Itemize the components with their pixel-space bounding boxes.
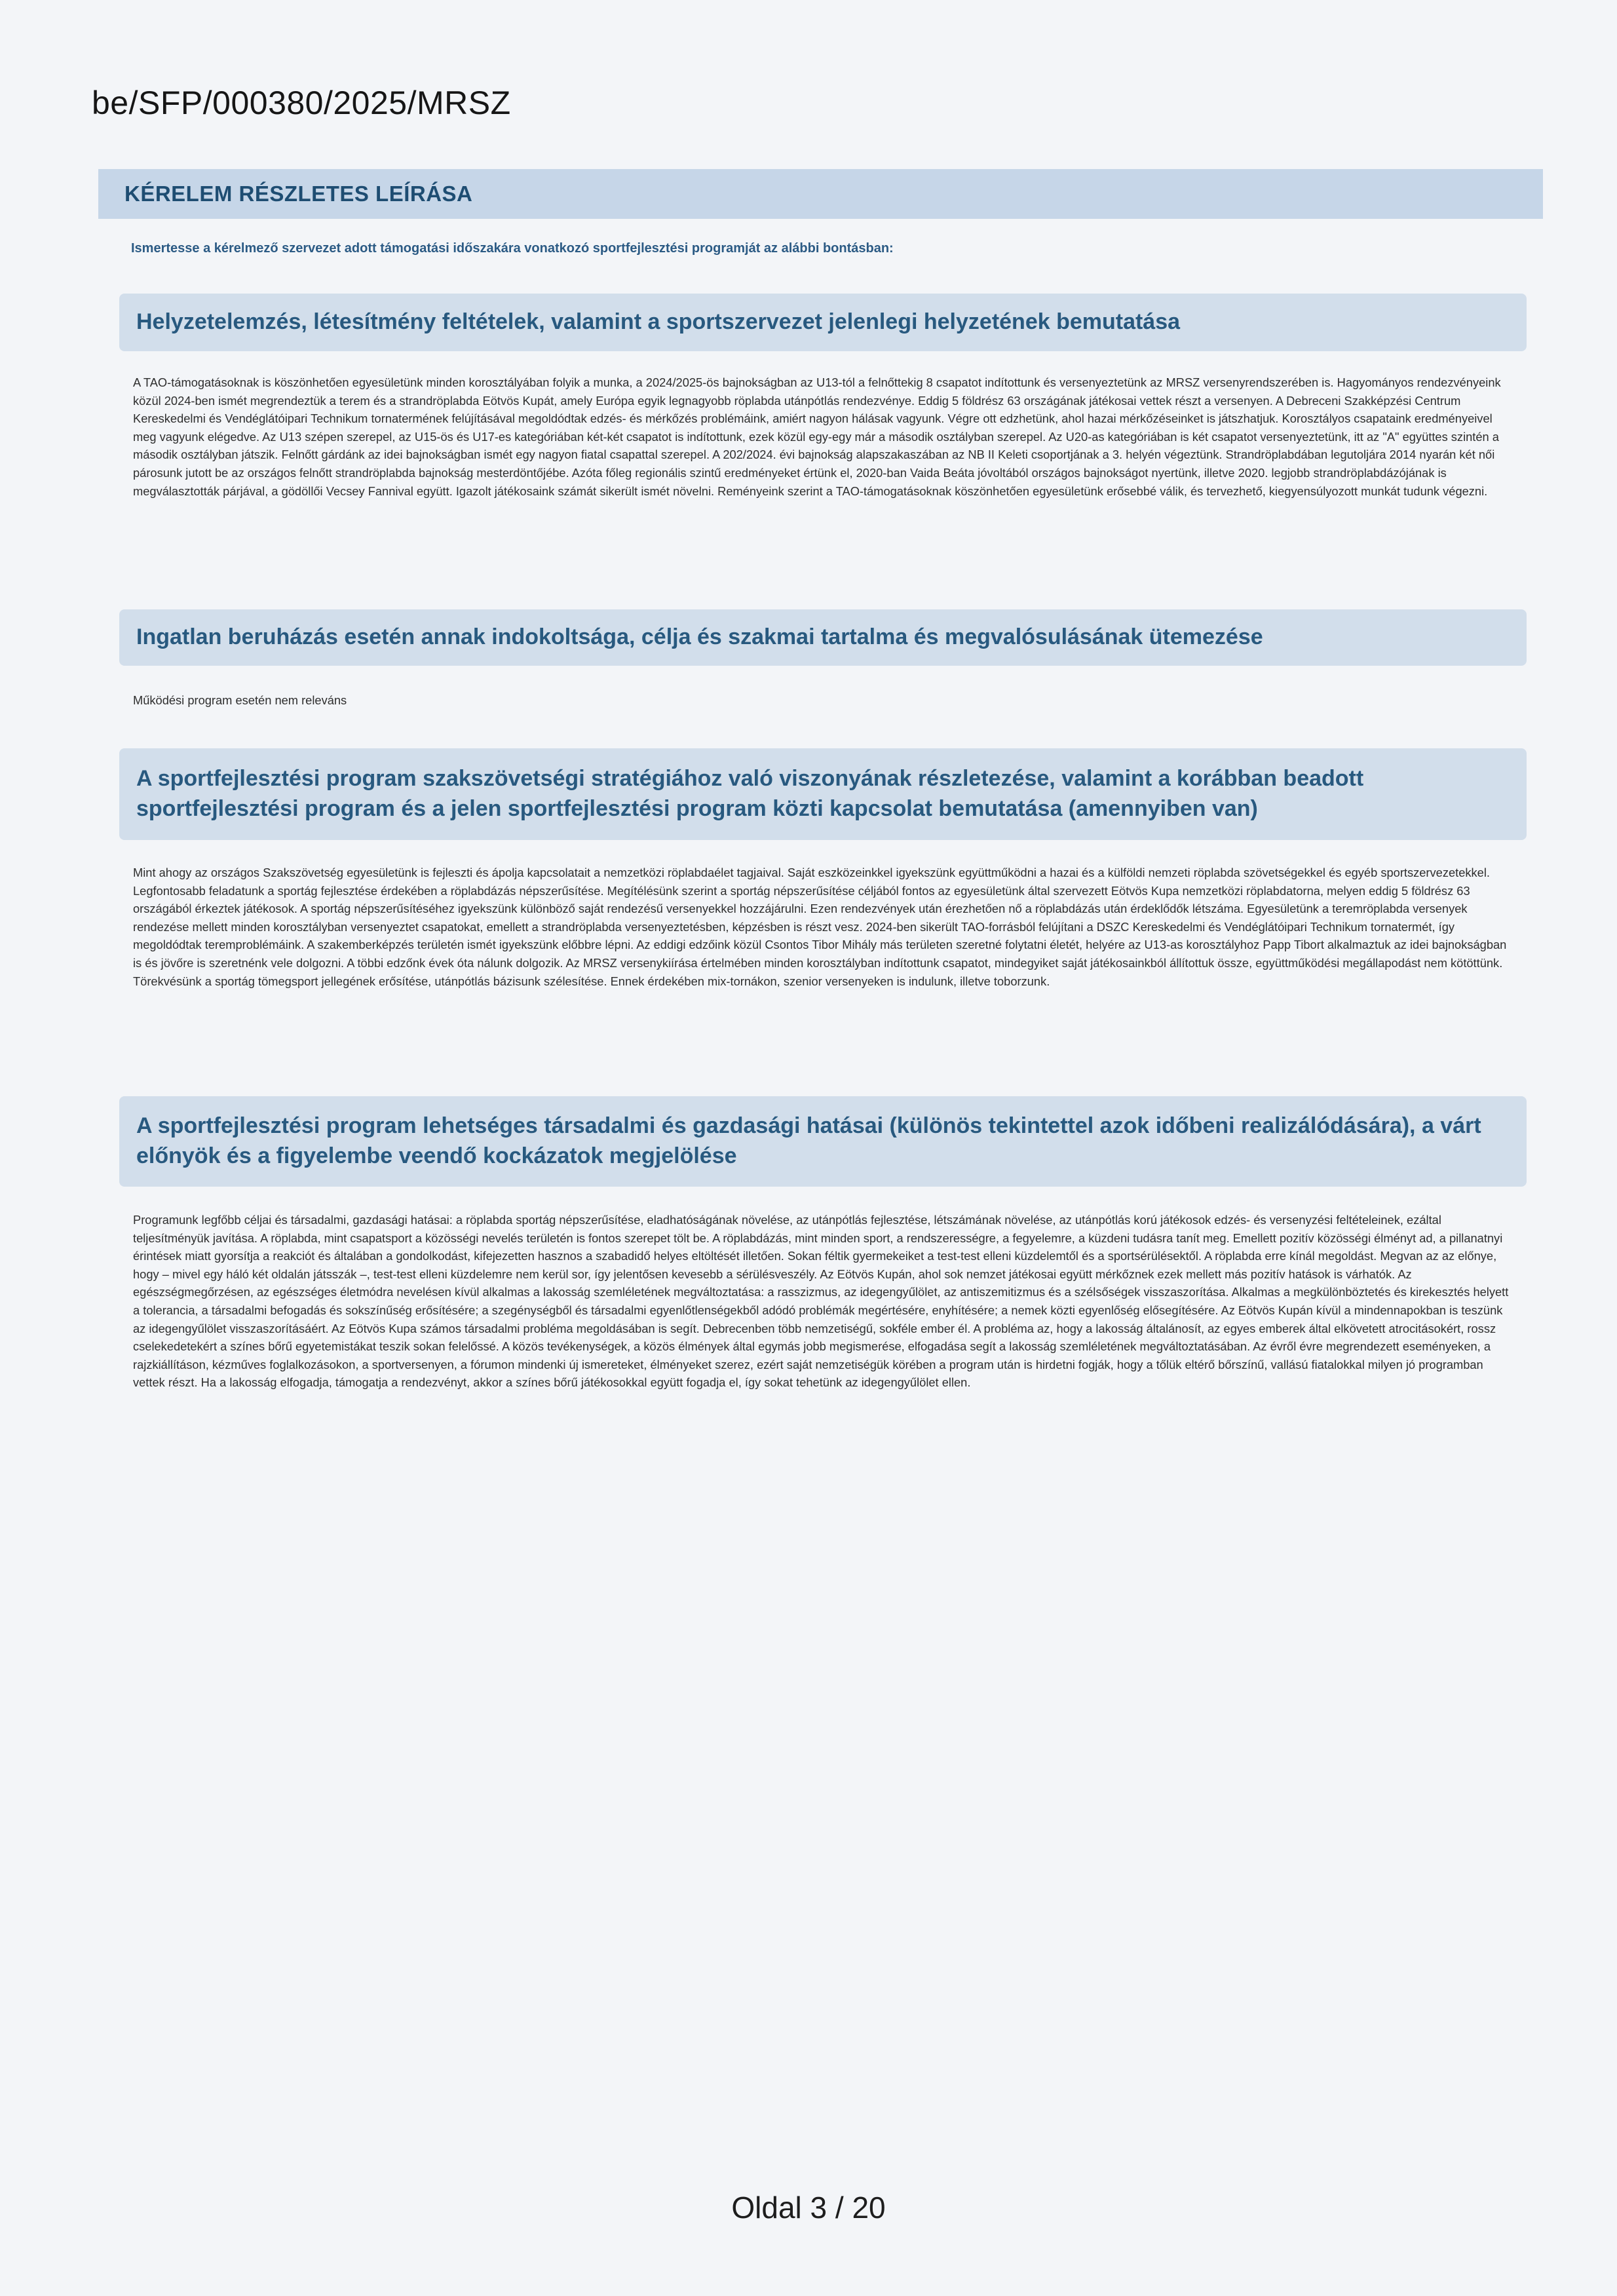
section-3-title: A sportfejlesztési program szakszövetségi stratégiához való viszonyának részletezése, valamint a korábban beadott sportfejlesztési program és a jelen sportfejlesztési program közti kapcsolat bemutatása (amennyiben van) (136, 766, 1364, 821)
section-3-body: Mint ahogy az országos Szakszövetség egyesületünk is fejleszti és ápolja kapcsolatait a nemzetközi röplabdaélet tagjaival. Saját eszközeinkkel igyekszünk együttműködni a hazai és a külföldi nemzeti röplabda szövetségekkel és egyéb sportszervezetekkel. Legfontosabb feladatunk a sportág fejlesztése érdekében a röplabdázás népszerűsítése. Megítélésünk szerint a sportág népszerűsítése céljából fontos az egyesületünk által szervezett Eötvös Kupa nemzetközi röplabdatorna, melyen eddig 5 földrész 63 országából érkeztek játékosok. A sportág népszerűsítéséhez igyekszünk különböző saját rendezésű versenyekkel hozzájárulni. Ezen rendezvények után érezhetően nő a röplabdázás után érdeklődők létszáma. Egyesületünk a teremröplabda versenyek rendezése mellett minden korosztályban versenyeztet csapatokat, emellett a strandröplabda versenyeztetésben, képzésben is részt vesz. 2024-ben sikerült TAO-forrásból felújítani a DSZC Kereskedelmi és Vendéglátóipari Technikum tornatermét, így megoldódtak teremproblémáink. A szakemberképzés területén ismét igyekszünk előbbre lépni. Az eddigi edzőink közül Csontos Tibor Mihály más területen szeretné folytatni életét, helyére az U13-as korosztályhoz Papp Tibort alkalmaztuk az idei bajnokságban is és jövőre is szeretnénk vele dolgozni. A többi edzőnk évek óta nálunk dolgozik. Az MRSZ versenykiírása értelmében minden korosztályban indítottunk csapatot, mindegyiket saját játékosainkból állítottuk össze, együttműködési megállapodást nem kötöttünk. Törekvésünk a sportág tömegsport jellegének erősítése, utánpótlás bázisunk szélesítése. Ennek érdekében mix-tornákon, szenior versenyeken is indulunk, illetve toborzunk. (133, 866, 1507, 988)
section-4-header (119, 1096, 1527, 1187)
section-1-header (119, 294, 1527, 351)
section-4-body: Programunk legfőbb céljai és társadalmi, gazdasági hatásai: a röplabda sportág népszerűsítése, eladhatóságának növelése, az utánpótlás fejlesztése, létszámának növelése, az utánpótlás korú játékosok edzés- és versenyzési feltételeinek, ezáltal teljesítményük javítása. A röplabda, mint csapatsport a közösségi nevelés területén is fontos szerepet tölt be. A röplabdázás, mint minden sport, a rendszerességre, a fegyelemre, a küzdeni tudásra tanít meg. Emellett pozitív közösségi élményt ad, a pillanatnyi érintések miatt gyorsítja a reakciót és általában a gondolkodást, kifejezetten hasznos a szabadidő helyes eltöltését illetően. Sokan féltik gyermekeiket a test-test elleni küzdelemtől és a sportsérülésektől. A röplabda erre kínál megoldást. Megvan az az előnye, hogy – mivel egy háló két oldalán játsszák –, test-test elleni küzdelemre nem kerül sor, így jelentősen kevesebb a sérülésveszély. Az Eötvös Kupán, ahol sok nemzet játékosai együtt mérkőznek ezek mellett más pozitív hatások is várhatók. Az egészségmegőrzésen, az egészséges életmódra nevelésen kívül alkalmas a lakosság szemléletének megváltoztatása: a rasszizmus, az idegengyűlölet, az antiszemitizmus és a szélsőségek visszaszorítása. Alkalmas a megkülönböztetés és kirekesztés helyett a tolerancia, a társadalmi befogadás és sokszínűség erősítésére; a szegénységből és társadalmi egyenlőtlenségekből adódó problémák megértésére, enyhítésére; a nemek közti egyenlőség elősegítésére. Az Eötvös Kupán kívül a mindennapokban is teszünk az idegengyűlölet visszaszorításáért. Az Eötvös Kupa számos társadalmi probléma megoldásában is segít. Debrecenben több nemzetiségű, sokféle ember él. A probléma az, hogy a lakosság általánosít, az egyes emberek által elkövetett atrocitásokért, rossz cselekedetekért a színes bőrű egyetemistákat teszik sokan felelőssé. A közös tevékenységek, a közös élmények által egymás jobb megismerése, elfogadása segít a lakosság szemléletének megváltoztatásában. Az évről évre megrendezett eseményeken, a rajzkiállításon, kézműves foglalkozásokon, a sportversenyen, a fórumon mindenki új ismereteket, élményeket szerez, ezért saját nemzetiségük körében a program után is hirdetni fogják, hogy a tőlük eltérő bőrszínű, vallású fiatalokkal milyen jó programban vettek részt. Ha a lakosság elfogadja, támogatja a rendezvényt, akkor a színes bőrű játékosokkal együtt fogadja el, így sokat tehetünk az idegengyűlölet ellen. (133, 1213, 1509, 1390)
section-2-header (119, 609, 1527, 666)
page-number: Oldal 3 / 20 (731, 2191, 886, 2225)
main-banner: KÉRELEM RÉSZLETES LEÍRÁSA (98, 169, 1543, 219)
section-1-title: Helyzetelemzés, létesítmény feltételek, valamint a sportszervezet jelenlegi helyzetének bemutatása (136, 309, 1181, 335)
section-1-body: A TAO-támogatásoknak is köszönhetően egyesületünk minden korosztályában folyik a munka, a 2024/2025-ös bajnokságban az U13-tól a felnőttekig 8 csapatot indítottunk és versenyeztetünk az MRSZ versenyrendszerében is. Hagyományos rendezvényeink közül 2024-ben ismét megrendeztük a terem és a strandröplabda Eötvös Kupát, amely Európa egyik legnagyobb röplabda utánpótlás rendezvénye. Eddig 5 földrész 63 országának játékosai vettek részt a versenyen. A Debreceni Szakképzési Centrum Kereskedelmi és Vendéglátóipari Technikum tornatermének felújításával megoldódtak edzés- és mérkőzés problémáink, amiért nagyon hálásak vagyunk. Végre ott edzhetünk, ahol hazai mérkőzéseinket is játszhatjuk. Korosztályos csapataink eredményeivel meg vagyunk elégedve. Az U13 szépen szerepel, az U15-ös és U17-es kategóriában két-két csapatot is indítottunk, ezek közül egy-egy már a második osztályban szerepel. Az U20-as kategóriában is két csapatot versenyeztetünk, itt az "A" együttes szintén a második osztályban játszik. Felnőtt gárdánk az idei bajnokságban ismét egy nagyon fiatal csapattal szerepel. A 202/2024. évi bajnokság alapszakaszában az NB II Keleti csoportjának a 3. helyén végeztünk. Strandröplabdában legutoljára 2014 nyarán két női párosunk jutott be az országos felnőtt strandröplabda bajnokság mesterdöntőjébe. Azóta főleg regionális szintű eredményeket értünk el, 2020-ban Vaida Beáta jóvoltából országos bajnokságot nyertünk, illetve 2020. legjobb strandröplabdázójának is megválasztották párjával, a gödöllői Vecsey Fannival együtt. Igazolt játékosaink számát sikerült ismét növelni. Reményeink szerint a TAO-támogatásoknak köszönhetően egyesületünk erősebbé válik, és tervezhető, kiegyensúlyozott munkát tudunk végezni. (133, 375, 1501, 498)
intro-text: Ismertesse a kérelmező szervezet adott támogatási időszakára vonatkozó sportfejlesztési programját az alábbi bontásban: (131, 241, 894, 256)
section-2-title: Ingatlan beruházás esetén annak indokoltsága, célja és szakmai tartalma és megvalósulásának ütemezése (136, 624, 1263, 650)
section-4-title: A sportfejlesztési program lehetséges társadalmi és gazdasági hatásai (különös tekintettel azok időbeni realizálódására), a várt előnyök és a figyelembe veendő kockázatok megjelölése (136, 1113, 1481, 1168)
page-reference: be/SFP/000380/2025/MRSZ (92, 85, 511, 121)
section-3-header (119, 748, 1527, 840)
section-2-body: Működési program esetén nem releváns (133, 693, 347, 707)
